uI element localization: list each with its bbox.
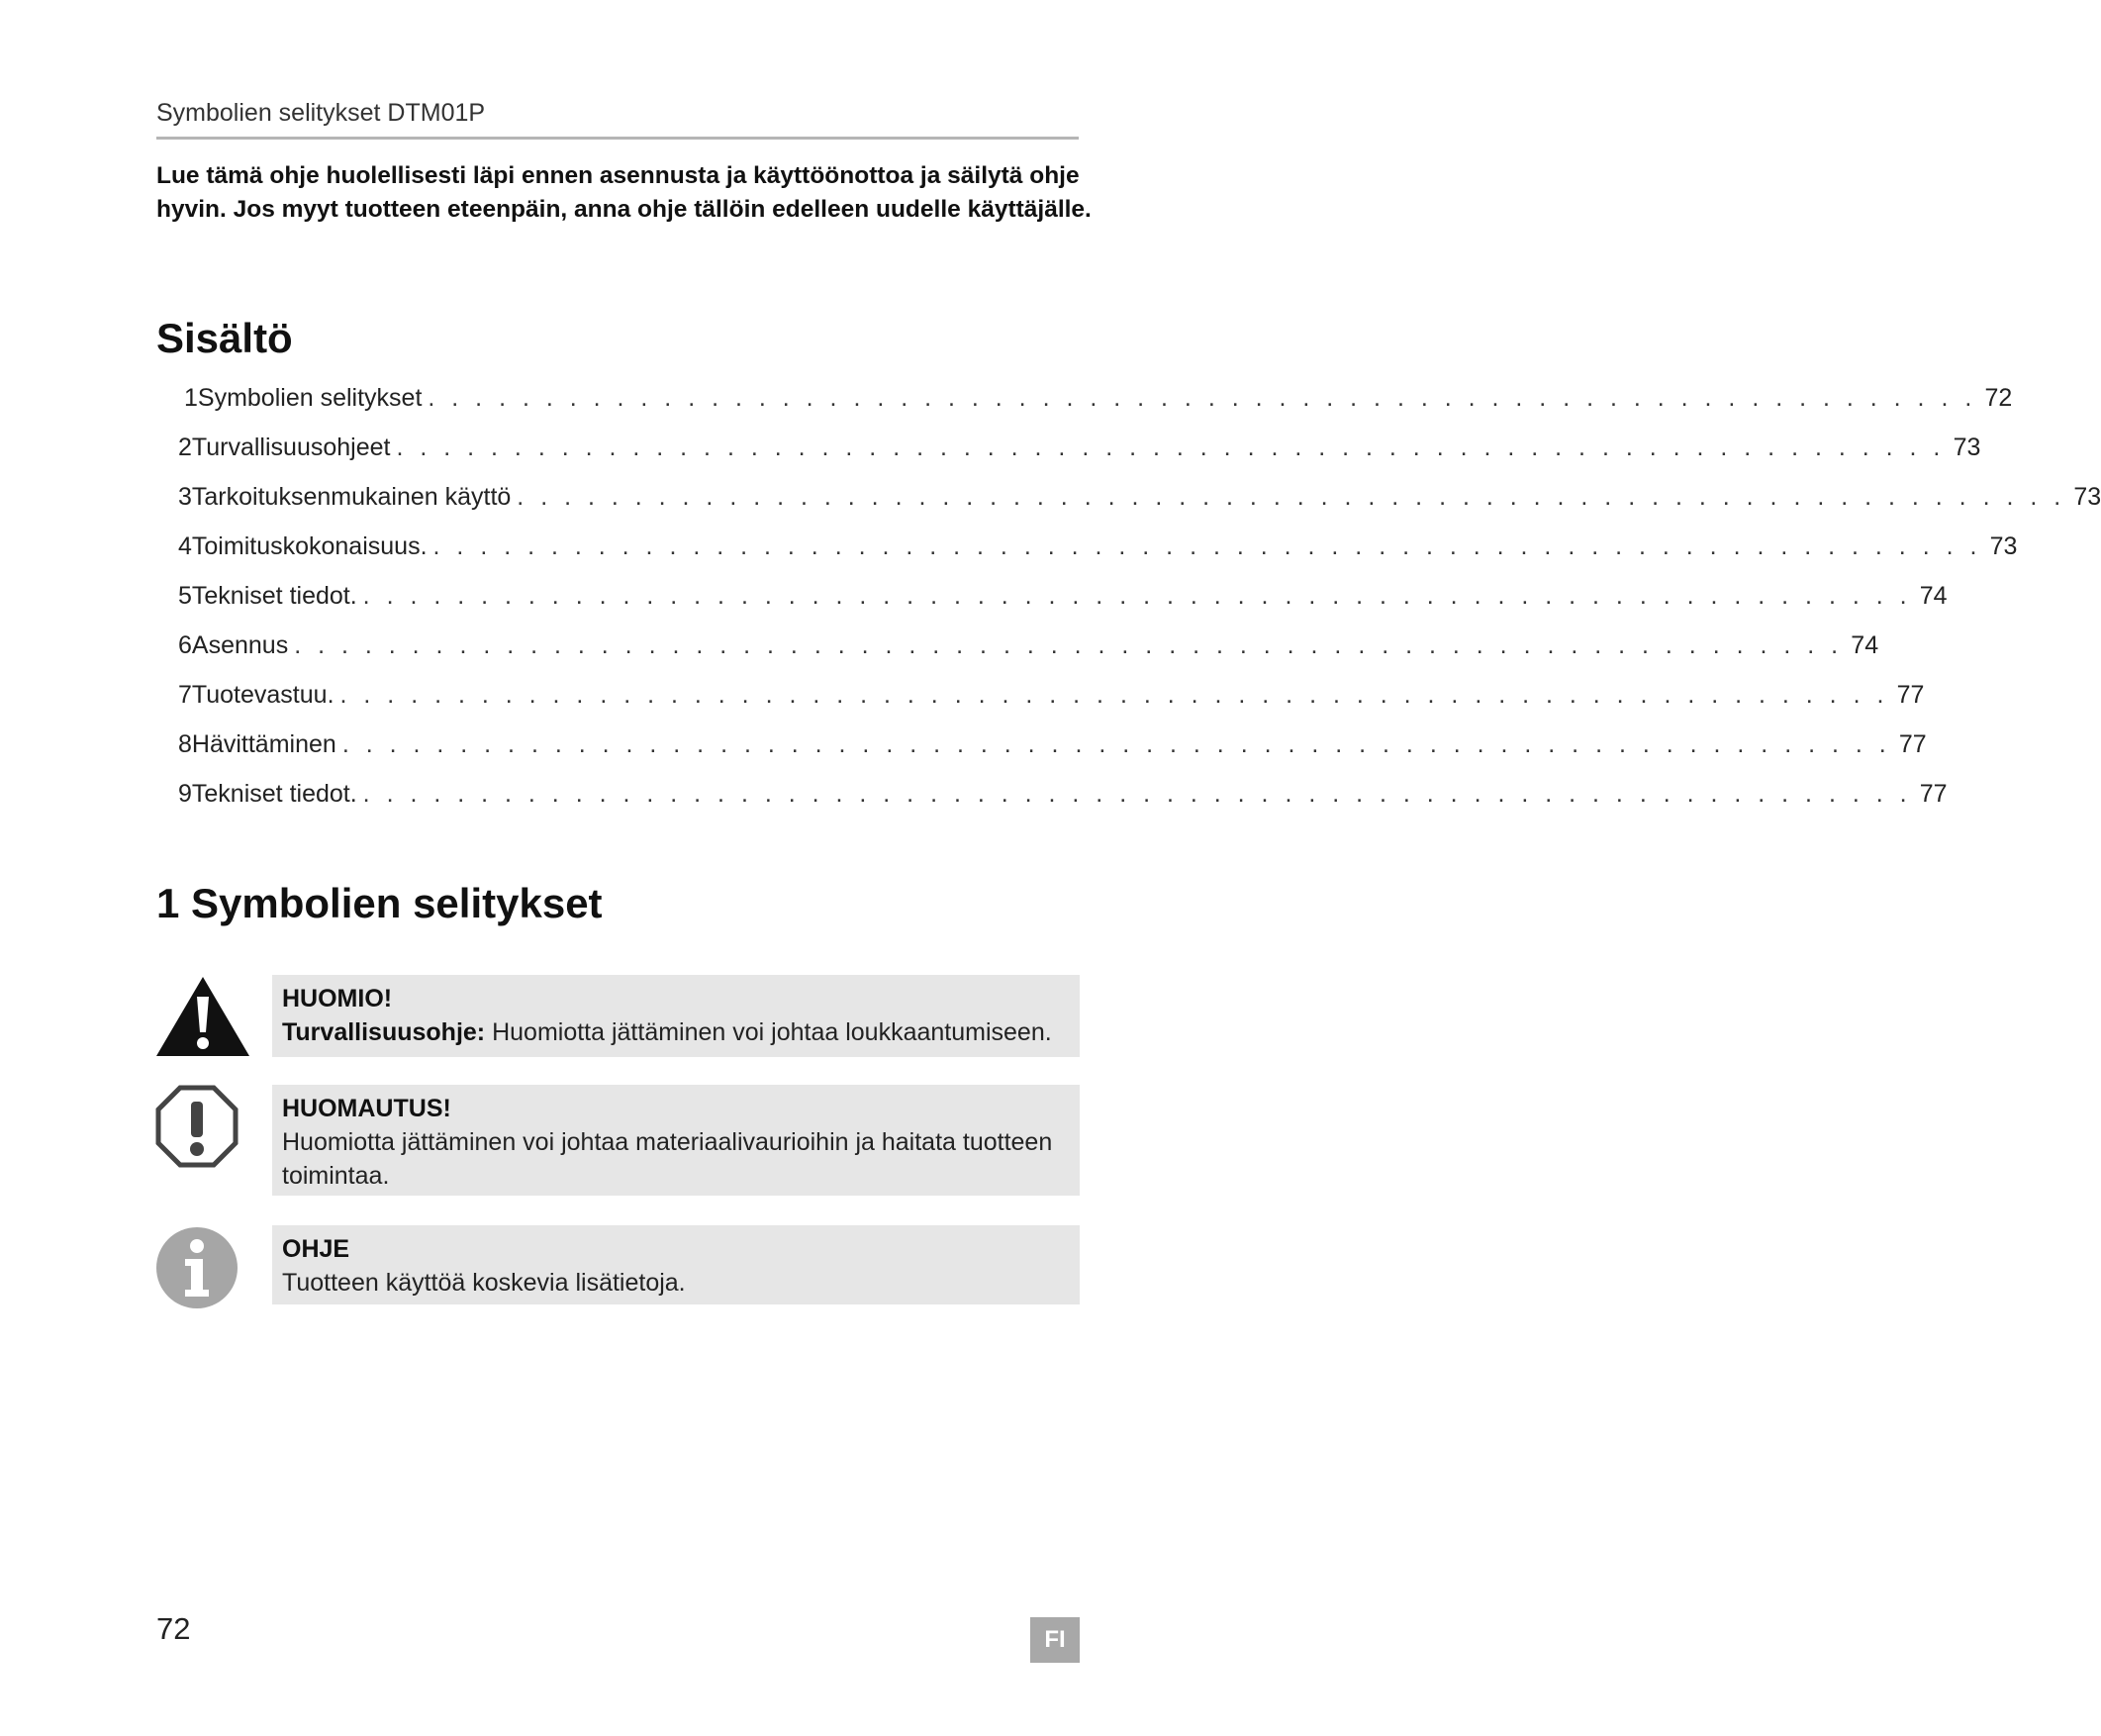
toc-leader: . . . . . . . . . . . . . . . . . . . . . . . . . . . . . . . . . . . . . . . . . . . . . . . . . . . . . . . . . . . . . . . . . . (341, 730, 1891, 758)
toc-page-number: 73 (2073, 483, 2101, 511)
toc-label: Toimituskokonaisuus. (191, 532, 428, 560)
toc-row[interactable] (178, 681, 1925, 717)
toc-number: 2 (178, 434, 192, 461)
callout-heading: HUOMAUTUS! (282, 1095, 451, 1122)
toc-leader: . . . . . . . . . . . . . . . . . . . . . . . . . . . . . . . . . . . . . . . . . . . . . . . . . . . . . . . . . . . . . . . . . . (517, 483, 2066, 511)
toc-number: 1 (184, 384, 198, 412)
callout-warning (272, 975, 1080, 1057)
toc-label: Hävittäminen (191, 730, 336, 758)
toc-page-number: 77 (1919, 780, 1948, 808)
toc-label: Tarkoituksenmukainen käyttö (191, 483, 512, 511)
toc-title: Sisältö (156, 315, 293, 361)
toc-label: Tekniset tiedot. (191, 780, 357, 808)
language-badge: FI (1030, 1617, 1080, 1663)
toc-page-number: 73 (1989, 532, 2018, 560)
intro-paragraph: Lue tämä ohje huolellisesti läpi ennen asennusta ja käyttöönottoa ja säilytä ohje hyvin. Jos myyt tuotteen eteenpäin, anna ohje tällöin edelleen uudelle käyttäjälle. (156, 162, 1092, 223)
toc-page-number: 74 (1851, 631, 1879, 659)
info-circle-icon (155, 1226, 239, 1309)
toc-leader: . . . . . . . . . . . . . . . . . . . . . . . . . . . . . . . . . . . . . . . . . . . . . . . . . . . . . . . . . . . . . . . . . . (396, 434, 1946, 461)
toc-number: 9 (178, 780, 192, 808)
callout-notice (272, 1085, 1080, 1196)
callout-heading: HUOMIO! (282, 985, 393, 1013)
header-rule (156, 137, 1079, 140)
toc-page-number: 72 (1984, 384, 2013, 412)
callout-heading: OHJE (282, 1235, 350, 1263)
toc-label: Turvallisuusohjeet (191, 434, 391, 461)
toc-row[interactable] (184, 384, 2013, 420)
toc-row[interactable] (178, 532, 2018, 568)
toc-label: Tuotevastuu. (191, 681, 334, 709)
toc-leader: . . . . . . . . . . . . . . . . . . . . . . . . . . . . . . . . . . . . . . . . . . . . . . . . . . . . . . . . . . . . . . . . . . (294, 631, 1844, 659)
toc-row[interactable] (178, 434, 1981, 469)
notice-octagon-icon (155, 1085, 239, 1168)
toc-label: Symbolien selitykset (197, 384, 423, 412)
warning-triangle-icon (155, 975, 250, 1058)
callout-text: Huomiotta jättäminen voi johtaa materiaalivaurioihin ja haitata tuotteen toimintaa. (282, 1128, 1053, 1190)
toc-leader: . . . . . . . . . . . . . . . . . . . . . . . . . . . . . . . . . . . . . . . . . . . . . . . . . . . . . . . . . . . . . . . . . . (432, 532, 1982, 560)
running-header: Symbolien selitykset DTM01P (156, 99, 486, 127)
toc-row[interactable] (178, 730, 1927, 766)
toc-page-number: 77 (1896, 681, 1925, 709)
toc-leader: . . . . . . . . . . . . . . . . . . . . . . . . . . . . . . . . . . . . . . . . . . . . . . . . . . . . . . . . . . . . . . . . . . (428, 384, 1977, 412)
toc-leader: . . . . . . . . . . . . . . . . . . . . . . . . . . . . . . . . . . . . . . . . . . . . . . . . . . . . . . . . . . . . . . . . . . (339, 681, 1889, 709)
toc-page-number: 74 (1919, 582, 1948, 610)
callout-lead: Turvallisuusohje: (282, 1018, 486, 1046)
toc-number: 6 (178, 631, 192, 659)
page-number: 72 (156, 1611, 191, 1646)
toc-number: 4 (178, 532, 192, 560)
section-title: 1 Symbolien selitykset (156, 880, 603, 926)
toc-number: 3 (178, 483, 192, 511)
toc-row[interactable] (178, 483, 2101, 519)
toc-row[interactable] (178, 582, 1948, 618)
callout-text: Tuotteen käyttöä koskevia lisätietoja. (282, 1269, 686, 1297)
toc-leader: . . . . . . . . . . . . . . . . . . . . . . . . . . . . . . . . . . . . . . . . . . . . . . . . . . . . . . . . . . . . . . . . . . (362, 582, 1912, 610)
toc-page-number: 77 (1898, 730, 1927, 758)
callout-info (272, 1225, 1080, 1304)
callout-text: Huomiotta jättäminen voi johtaa loukkaantumiseen. (485, 1018, 1052, 1046)
toc-label: Tekniset tiedot. (191, 582, 357, 610)
toc-row[interactable] (178, 631, 1879, 667)
callout-body (282, 1015, 1070, 1049)
toc-number: 7 (178, 681, 192, 709)
toc-number: 5 (178, 582, 192, 610)
toc-page-number: 73 (1953, 434, 1981, 461)
toc-row[interactable] (178, 780, 1948, 816)
toc-number: 8 (178, 730, 192, 758)
toc-leader: . . . . . . . . . . . . . . . . . . . . . . . . . . . . . . . . . . . . . . . . . . . . . . . . . . . . . . . . . . . . . . . . . . (362, 780, 1912, 808)
toc-label: Asennus (191, 631, 289, 659)
